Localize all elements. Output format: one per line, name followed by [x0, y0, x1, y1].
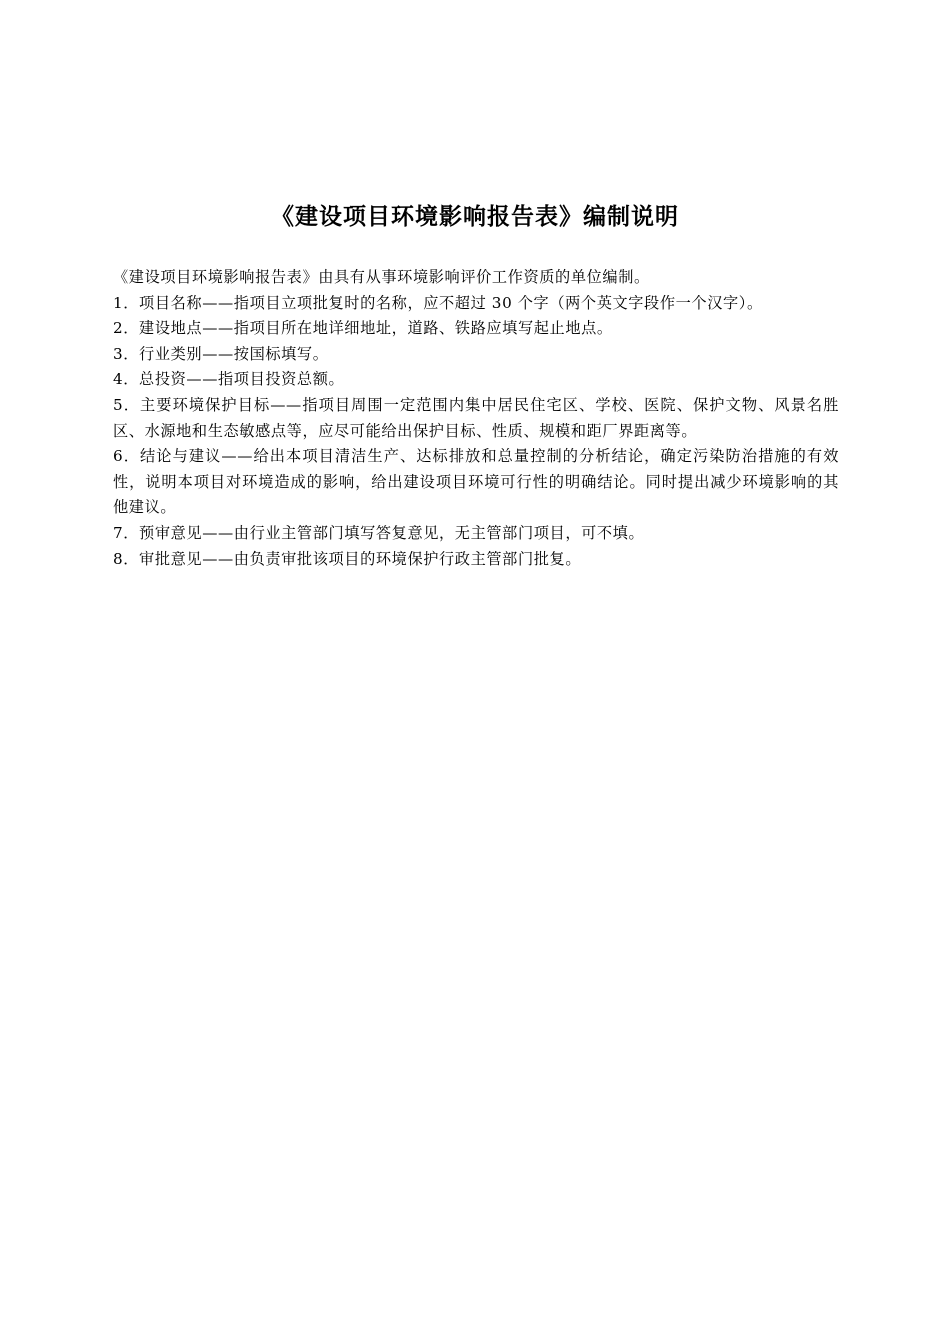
instruction-item-5: 5．主要环境保护目标——指项目周围一定范围内集中居民住宅区、学校、医院、保护文物、风景名胜区、水源地和生态敏感点等，应尽可能给出保护目标、性质、规模和距厂界距离等。	[113, 395, 839, 440]
intro-paragraph: 《建设项目环境影响报告表》由具有从事环境影响评价工作资质的单位编制。	[113, 268, 650, 286]
instruction-item-3: 3．行业类别——按国标填写。	[113, 344, 329, 363]
instructions-body	[113, 265, 839, 572]
instruction-item-7: 7．预审意见——由行业主管部门填写答复意见，无主管部门项目，可不填。	[113, 523, 645, 542]
document-title: 《建设项目环境影响报告表》编制说明	[271, 204, 679, 230]
instruction-item-4: 4．总投资——指项目投资总额。	[113, 370, 345, 389]
instruction-item-1: 1．项目名称——指项目立项批复时的名称，应不超过 30 个字（两个英文字段作一个汉字）。	[113, 293, 763, 312]
instruction-item-2: 2．建设地点——指项目所在地详细地址，道路、铁路应填写起止地点。	[113, 319, 613, 338]
instruction-item-6: 6．结论与建议——给出本项目清洁生产、达标排放和总量控制的分析结论，确定污染防治措施的有效性，说明本项目对环境造成的影响，给出建设项目环境可行性的明确结论。同时提出减少环境影响的其他建议。	[113, 447, 839, 517]
instruction-item-8: 8．审批意见——由负责审批该项目的环境保护行政主管部门批复。	[113, 549, 582, 568]
